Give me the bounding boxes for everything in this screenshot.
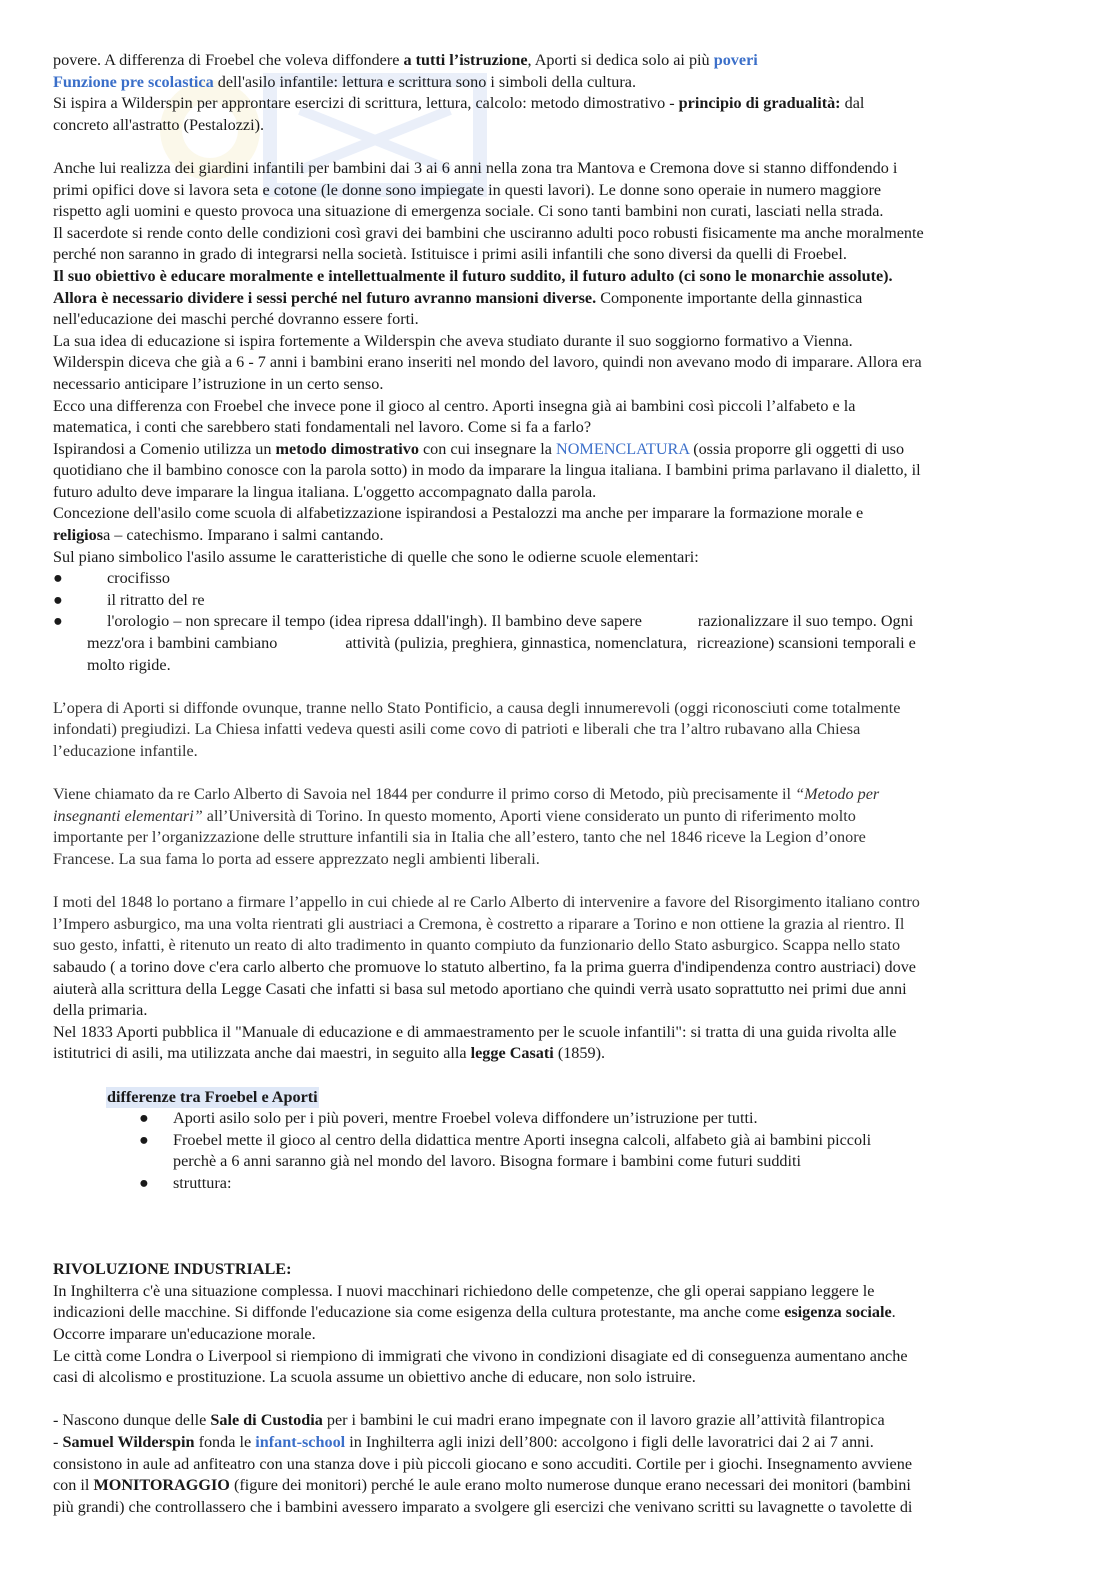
- list-item: ● crocifisso: [53, 569, 170, 588]
- comparison-section: [53, 1087, 1063, 1195]
- moti-1848-paragraph: I moti del 1848 lo portano a firmare l’appello in cui chiede al re Carlo Alberto di intervenire a favore del Risorgimento italiano contro l’Impero asburgico, ma una volta rientrati gli austriaci a Cremona, è costretto a riparare a Torino e non ottiene la grazia al rientro. Il suo gesto, infatti, è ritenuto un reato di alto tradimento in quanto compiuto da funzionario dello Stato asburgico. Scappa nello stato sabaudo ( a torino dove c'era carlo alberto che promuove lo statuto albertino, fa la prima guerra d'indipendenza contro austriaci) dove aiuterà alla scrittura della Legge Casati che infatti si basa sul metodo aportiano che quindi verrà usato soprattutto nei primi due anni della primaria. Nel 1833 Aporti pubblica il "Manuale di educazione e di ammaestramento per le scuole infantili": si tratta di una guida rivolta alle istitutrici di asili, ma utilizzata anche dai maestri, in seguito alla legge Casati (1859).: [53, 893, 920, 1063]
- asili-paragraph: Anche lui realizza dei giardini infantili per bambini dai 3 ai 6 anni nella zona tra Mantova e Cremona dove si stanno diffondendo i primi opifici dove si lavora seta e cotone (le donne sono impiegate in questi lavori). Le donne sono operaie in numero maggiore rispetto agli uomini e questo provoca una situazione di emergenza sociale. Ci sono tanti bambini non curati, lasciati nella strada. Il sacerdote si rende conto delle condizioni così gravi dei bambini che usciranno adulti poco robusti fisicamente ma anche moralmente perché non saranno in grado di integrarsi nella società. Istituisce i primi asili infantili che sono diversi da quelli di Froebel. Il suo obiettivo è educare moralmente e intellettualmente il futuro suddito, il futuro adulto (ci sono le monarchie assolute). Allora è necessario dividere i sessi perché nel futuro avranno mansioni diverse. Componente importante della ginnastica nell'educazione dei maschi perché dovranno essere forti. La sua idea di educazione si ispira fortemente a Wilderspin che aveva studiato durante il suo soggiorno formativo a Vienna. Wilderspin diceva che già a 6 - 7 anni i bambini erano inseriti nel mondo del lavoro, quindi non avevano modo di imparare. Allora era necessario anticipare l’istruzione in un certo senso. Ecco una differenza con Froebel che invece pone il gioco al centro. Aporti insegna già ai bambini così piccoli l’alfabeto e la matematica, i conti che sarebbero stati fondamentali nel lavoro. Come si fa a farlo? Ispirandosi a Comenio utilizza un metodo dimostrativo con cui insegnare la NOMENCLATURA (ossia proporre gli oggetti di uso quotidiano che il bambino conosce con la parola sotto) in modo da imparare la lingua italiana. I bambini prima parlavano il dialetto, il futuro adulto deve imparare la lingua italiana. L'oggetto accompagnato dalla parola. Concezione dell'asilo come scuola di alfabetizzazione ispirandosi a Pestalozzi ma anche per imparare la formazione morale e religiosa – catechismo. Imparano i salmi cantando. Sul piano simbolico l'asilo assume le caratteristiche di quelle che sono le odierne scuole elementari:: [53, 158, 924, 566]
- comparison-heading: differenze tra Froebel e Aporti: [106, 1087, 319, 1109]
- comparison-list: [139, 1108, 1063, 1194]
- list-item: ● il ritratto del re: [53, 590, 205, 609]
- list-item: ● Froebel mette il gioco al centro della didattica mentre Aporti insegna calcoli, alfabeto già ai bambini piccoli perchè a 6 anni saranno già nel mondo del lavoro. Bisogna formare i bambini come futuri sudditi: [139, 1130, 872, 1171]
- industrial-section: RIVOLUZIONE INDUSTRIALE: In Inghilterra c'è una situazione complessa. I nuovi macchinari richiedono delle competenze, che gli operai sappiano leggere le indicazioni delle macchine. Si diffonde l'educazione sia come esigenza della cultura protestante, ma anche come esigenza sociale. Occorre imparare un'educazione morale. Le città come Londra o Liverpool si riempiono di immigrati che vivono in condizioni disagiate ed di conseguenza aumentano anche casi di alcolismo e prostituzione. La scuola assume un obiettivo anche di educare, non solo istruire. - Nascono dunque delle Sale di Custodia per i bambini le cui madri erano impegnate con il lavoro grazie all’attività filantropica - Samuel Wilderspin fonda le infant-school in Inghilterra agli inizi dell’800: accolgono i figli delle lavoratrici dai 2 ai 7 anni. consistono in aule ad anfiteatro con una stanza dove i più piccoli giocano e sono accuditi. Cortile per i giochi. Insegnamento avviene con il MONITORAGGIO (figure dei monitori) perché le aule erano molto numerose dunque erano necessari dei monitori (bambini più grandi) che controllassero che i bambini avessero imparato a svolgere gli esercizi che venivano scritti su lavagnette o tavolette di: [53, 1260, 913, 1516]
- section-heading: RIVOLUZIONE INDUSTRIALE:: [53, 1260, 292, 1279]
- list-item: ● l'orologio – non sprecare il tempo (idea ripresa ddall'ingh). Il bambino deve sapere razionalizzare il suo tempo. Ogni mezz'ora i bambini cambiano attività (pulizia, preghiera, ginnastica, nomenclatura, ricreazione) scansioni temporali e molto rigide.: [53, 612, 916, 674]
- carlo-alberto-paragraph: Viene chiamato da re Carlo Alberto di Savoia nel 1844 per condurre il primo corso di Metodo, più precisamente il “Metodo per insegnanti elementari” all’Università di Torino. In questo momento, Aporti viene considerato un punto di riferimento molto importante per l’organizzazione delle strutture infantili sia in Italia che all’estero, tanto che nel 1846 riceve la Legion d’onore Francese. La sua fama lo porta ad essere apprezzato negli ambienti liberali.: [53, 785, 880, 868]
- aporti-intro: povere. A differenza di Froebel che voleva diffondere a tutti l’istruzione, Aporti si dedica solo ai più poveri Funzione pre scolastica dell'asilo infantile: lettura e scrittura sono i simboli della cultura. Si ispira a Wilderspin per approntare esercizi di scrittura, lettura, calcolo: metodo dimostrativo - principio di gradualità: dal concreto all'astratto (Pestalozzi).: [53, 51, 865, 134]
- document-body: [53, 50, 1063, 1518]
- symbol-list: [53, 568, 1063, 676]
- list-item: ● struttura:: [139, 1173, 232, 1192]
- list-item: ● Aporti asilo solo per i più poveri, mentre Froebel voleva diffondere un’istruzione per tutti.: [139, 1109, 758, 1128]
- pontificio-paragraph: L’opera di Aporti si diffonde ovunque, tranne nello Stato Pontificio, a causa degli innumerevoli (oggi riconosciuti come totalmente infondati) pregiudizi. La Chiesa infatti vedeva questi asili come covo di patrioti e liberali che tra l’altro rubavano alla Chiesa l’educazione infantile.: [53, 698, 901, 760]
